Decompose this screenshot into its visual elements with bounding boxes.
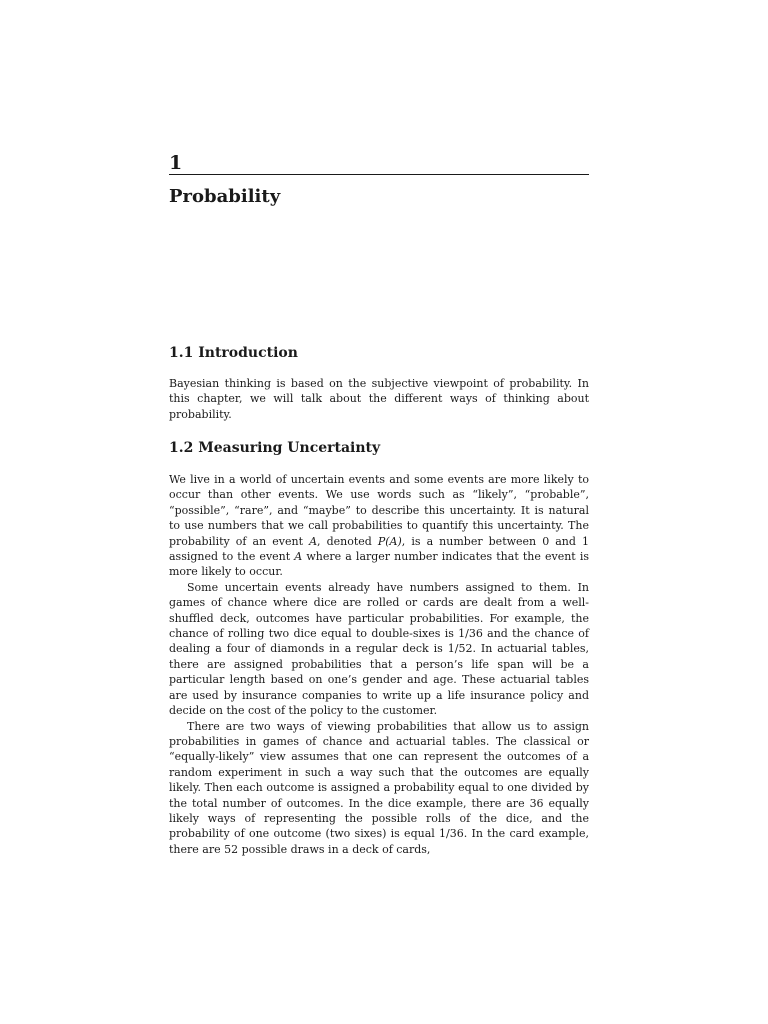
paragraph-1-text-a: We live in a world of uncertain events and some events are more likely to occur than other events. We use words such as “likely”, “probable”, “possible”, “rare”, and “maybe” to describe this uncertainty. It is natural to use numbers that we call probabilities to quantify this uncertainty. The probability of an event xyxy=(169,473,589,548)
paragraph-2: Some uncertain events already have numbers assigned to them. In games of chance where dice are rolled or cards are dealt from a well-shuffled deck, outcomes have particular probabilities. For example, the chance of rolling two dice equal to double-sixes is 1/36 and the chance of dealing a four of diamonds in a regular deck is 1/52. In actuarial tables, there are assigned probabilities that a person’s life span will be a particular length based on one’s gender and age. These actuarial tables are used by insurance companies to write up a life insurance policy and decide on the cost of the policy to the customer. xyxy=(169,580,589,718)
chapter-divider xyxy=(169,174,589,175)
paragraph-1-text-d: where a larger number indicates that the event is more likely to occur. xyxy=(169,550,590,579)
math-probability-notation: P(A) xyxy=(377,534,402,548)
introduction-paragraph: Bayesian thinking is based on the subjective viewpoint of probability. In this chapter, we will talk about the different ways of thinking about probability. xyxy=(169,377,589,421)
math-event-a: A xyxy=(294,550,303,564)
paragraph-1 xyxy=(169,472,589,580)
introduction-body xyxy=(169,376,589,422)
measuring-uncertainty-body xyxy=(169,472,589,857)
math-event-a: A xyxy=(309,534,318,548)
paragraph-3: There are two ways of viewing probabilities that allow us to assign probabilities in games of chance and actuarial tables. The classical or “equally-likely” view assumes that one can represent the outcomes of a random experiment in such a way such that the outcomes are equally likely. Then each outcome is assigned a probability equal to one divided by the total number of outcomes. In the dice example, there are 36 equally likely ways of representing the possible rolls of the dice, and the probability of one outcome (two sixes) is equal 1/36. In the card example, there are 52 possible draws in a deck of cards, xyxy=(169,719,589,856)
section-heading-measuring-uncertainty: 1.2 Measuring Uncertainty xyxy=(169,440,381,456)
chapter-title: Probability xyxy=(169,186,281,207)
section-heading-introduction: 1.1 Introduction xyxy=(169,345,298,361)
chapter-number: 1 xyxy=(169,152,183,174)
paragraph-1-text-b: , denoted xyxy=(317,534,378,548)
paragraph-1-text-c: , is a number between 0 and 1 assigned to the event xyxy=(169,534,589,564)
